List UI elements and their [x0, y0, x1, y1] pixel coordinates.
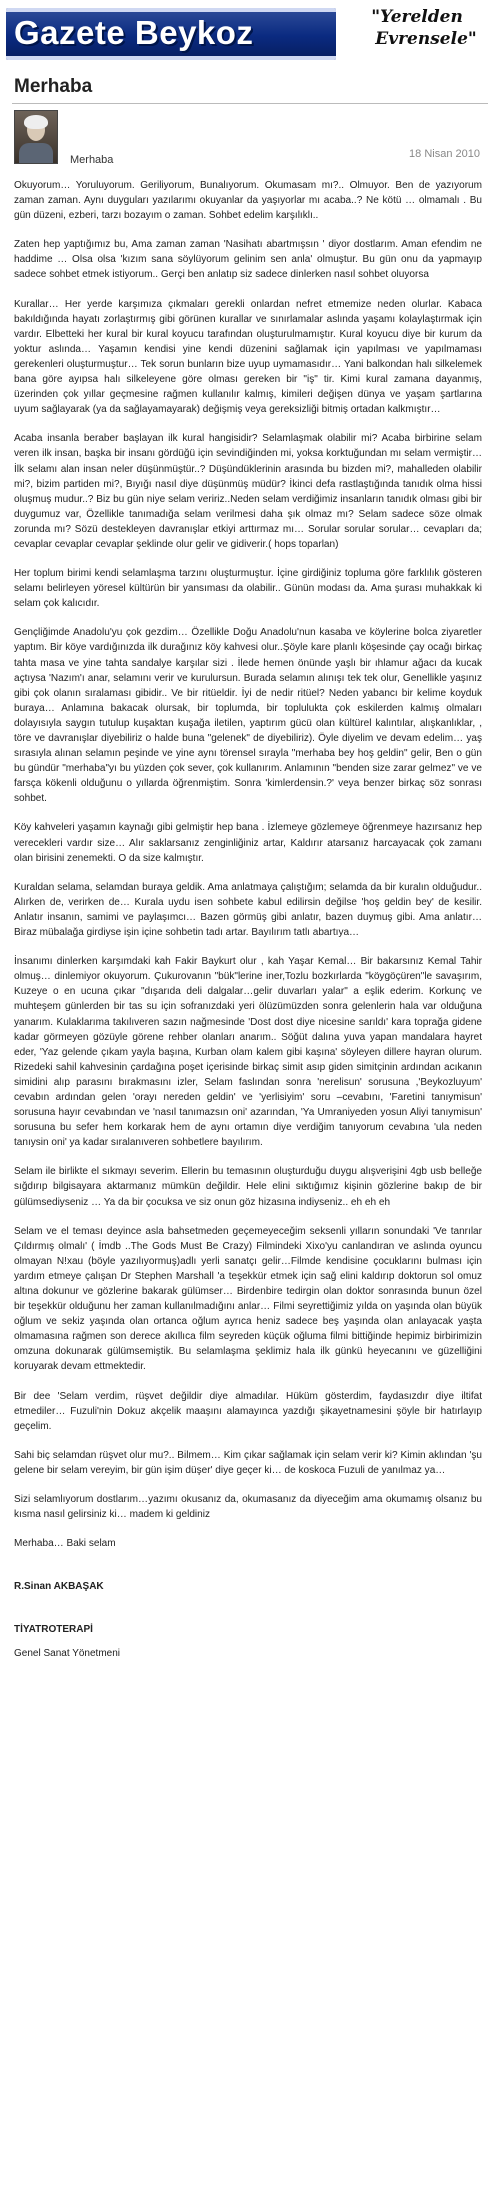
author-signature: R.Sinan AKBAŞAK: [14, 1581, 104, 1593]
paragraph-1: Okuyorum… Yoruluyorum. Geriliyorum, Bunalıyorum. Okumasam mı?.. Olmuyor. Ben de yazıyorum zaman zaman. Aynı duyguları yazılarımı okuyanlar da yaşıyorlar mı acaba..? Ne kötü … olmamalı . Bu gün düzeni, ezberi, tarzı bozayım o zaman. Sohbet edelim karşılıklı..: [14, 180, 482, 222]
paragraph-9: İnsanımı dinlerken karşımdaki kah Fakir Baykurt olur , kah Yaşar Kemal… Bir bakarsınız Kemal Tahir olmuş… dinlemiyor okuyorum. Çukurovanın "bük"lerine iner,Tozlu bozkırlarda "köygöçüren"le savaşırım, Kuzeye o en ucuna çıkar "dışarıda deli dalgalar…gelir duvarları yalar" a eşlik ederim. Korkunç ve muhteşem günlerden bir tas su için sofranızdaki yeri ölüzümüzden sonra gelenlerin hala var olduğuna yanarım. Kulaklarıma takılıveren sazın nağmesinde 'Dost dost diye nicesine sarıldı' kara toprağa gidene kadar görmeyen gözüyle görene rehber olanları anarım.. Söğüt dalına yuva yapan mandalara hayret eder, 'Yaz gelende çıkam yayla başına, Kurban olam kalem gibi kaşına' söyleyen dillere hayran olurum. Rizedeki sahil kahvesinin çardağına poşet içerisinde birkaç simit asıp giden simitçinin ardından acıkanın simidini alıp parasını bırakmasını izler, Selam faslından sonra 'nerelisun' sorusuna ,'Beykozluyum' cevabın ardından gelen 'orayı nereden geldin' ve 'yerlisiyim' soru –cevabını, 'Faretini tanıymisun' sorusuna hayır cevabından ve 'nasıl tanımazsın oni' azarından, 'Ya Umraniyeden yosun Aliyi tanıymisun' sorusuna bu sefer hem korkarak hem de aynı ortamın diye verdiğim tanıyorum cevabına 'ula neden tanıysin oni' ya kadar sıralanıveren sohbetlere bayılırım.: [14, 956, 482, 1149]
author-column-title: Merhaba: [70, 154, 114, 166]
paragraph-14: Sizi selamlıyorum dostlarım…yazımı okusanız da, okumasanız da diyeceğim ama okumamış olsanız bu kısma nasıl gelirsiniz ki… madem ki geldiniz: [14, 1494, 482, 1521]
masthead: [0, 0, 500, 70]
slogan: [342, 6, 492, 50]
author-row: [14, 110, 486, 168]
organization-name: TİYATROTERAPİ: [14, 1624, 93, 1636]
paragraph-2: Zaten hep yaptığımız bu, Ama zaman zaman 'Nasihatı abartmışsın ' diyor dostlarım. Aman efendim ne haddime … Olsa olsa 'kızım sana söylüyorum gelinim sen anla' olmuştur. Bu gün onu da yapmayıp sadece sohbet etmek istiyorum.. Gerçi ben anlatıp siz sadece dinlerken nasıl sohbet oluyorsa: [14, 239, 482, 281]
title-row: [12, 74, 488, 104]
paragraph-13: Sahi biç selamdan rüşvet olur mu?.. Bilmem… Kim çıkar sağlamak için selam verir ki? Kimin aklından 'şu gelene bir selam vereyim, bir gün işim düşer' diye geçer ki… de koskoca Fuzuli de yanılmaz ya…: [14, 1449, 482, 1476]
page-title: Merhaba: [14, 76, 93, 97]
author-role: Genel Sanat Yönetmeni: [14, 1647, 121, 1659]
paragraph-3: Kurallar… Her yerde karşımıza çıkmaları gerekli onlardan nefret etmemize neden olurlar. Kabaca bakıldığında hayatı zorlaştırmış gibi görünen kurallar ve sınırlamalar aslında yaşamı kolaylaştırmak için vardır. Elbetteki her kural bir kural koyucu tarafından oluşturulmamıştır. Kural koyucu diye bir kurum da yoktur aslında… Yaşamın kendisi yine kendi düzenini sağlamak için yapılması ve yapılmaması gerekenleri oluşturmuştur… Tek sorun bunların bize uyup uymamasıdır… Yani balkondan halı silkelemek bana göre ayıpsa halı silkeleyene göre olması gereken bir "iş" tir. Kimi kural zamana dayanmış, üzerinden çok yıllar geçmesine rağmen kullanılır kalmış, kimileri değişen dünya ve yaşam şartlarına uyum sağlayarak (ya da sağlayamayarak) değişmiş veya gereksizliği bitmiş ortadan kalkmıştır…: [14, 298, 482, 416]
slogan-line-2: Evrensele": [375, 29, 477, 49]
paragraph-12: Bir dee 'Selam verdim, rüşvet değildir diye almadılar. Hüküm gösterdim, faydasızdır diye iltifat etmediler… Fuzuli'nin Dokuz akçelik maaşını alamayınca yazdığı şikayetnamesini şöyle bir hatırlayıp geçelim.: [14, 1390, 482, 1432]
publish-date: 18 Nisan 2010: [409, 148, 480, 160]
slogan-line-1: "Yerelden: [371, 7, 463, 27]
article-body: [14, 178, 482, 1675]
paragraph-8: Kuraldan selama, selamdan buraya geldik. Ama anlatmaya çalıştığım; selamda da bir kuralın olduğudur.. Alırken de, verirken de… Kurala uydu isen sohbete kabul edilirsin değilse 'hoş geldin bey' de kesilir. Anlatır insanın, samimi ve paylaşımcı… Bazen görmüş gibi anlatır, bazen duymuş gibi. Ama anlatır… Biraz mübalağa girdiyse işin içine sohbetin tadı artar. Bayılırım tatlı abartıya…: [14, 881, 482, 939]
paragraph-10: Selam ile birlikte el sıkmayı severim. Ellerin bu temasının oluşturduğu duygu alışverişini 4gb usb belleğe sığdırıp bilgisayara aktarmanız mümkün değildir. Hele elini sıktığımız kişinin gözlerine bakıp de bir gülümsediyseniz … Ya da bir çocuksa ve siz onun göz hizasına indiyseniz.. eh eh eh: [14, 1166, 482, 1208]
paragraph-4: Acaba insanla beraber başlayan ilk kural hangisidir? Selamlaşmak olabilir mi? Acaba birbirine selam veren ilk insan, başka bir insanı gördüğü için sevindiğinden mi, yoksa korktuğundan mı selam vermiştir… İlk selamı alan insan neler düşünmüştür..? Düşündüklerinin arasında bu bizden mi?, mahalleden olabilir mi?, bizim partiden mi?, Bıyığı nasıl diye düşünmüş müdür? İkinci defa rastlaştığında tanıdık olma hissi oluşmuş mudur..? Biz bu gün niye selam veririz..Neden selam verdiğimiz insanların tanıdık olması gibi bir duygumuz var, Özellikle tanımadığa selam verilmesi daha şık olmaz mı? Selam sadece söze olmak zorunda mı? Sözü destekleyen davranışlar etkiyi arttırmaz mı… Sorular sorular sorular… cevapları da; cevaplar cevaplar cevaplar şeklinde olur gelir ve gidiverir.( hops toparlan): [14, 433, 482, 550]
paragraph-5: Her toplum birimi kendi selamlaşma tarzını oluşturmuştur. İçine girdiğiniz topluma göre farklılık gösteren selamı belirleyen yöresel kültürün bir yansıması da olabilir.. Günün modası da. Ama şurası muhakkak ki selam çok kalıcıdır.: [14, 568, 482, 610]
logo-banner[interactable]: [6, 8, 336, 60]
author-avatar: [14, 110, 58, 164]
site-logo-title: Gazete Beykoz: [14, 14, 254, 51]
paragraph-6: Gençliğimde Anadolu'yu çok gezdim… Özellikle Doğu Anadolu'nun kasaba ve köylerine bolca ziyaretler yaptım. Bir köye vardığınızda ilk durağınız köy kahvesi olur..Şöyle kare planlı köşesinde çay ocağı birkaç tahta masa ve yine tahta sandalye karşılar sizi . İlede hemen önünde yaşlı bir ıhlamur ağacı da kucak açtıysa 'Nazım'ı anar, selamını verir ve kurulursun. Burada selamın alınışı tek tek olur, Genellikle yaşınız gibi çok olanın sıralaması gibidir.. Ve bir ritüeldir. İyi de nedir ritüel? Neden yabancı bir kelime koyduk buraya… Anlamına bakacak olursak, bir toplumda, bir topluluktа çok eskilerden kalmış olmaları dolayısıyla saygın tutulup kuşaktan kuşağa iletilen, yaptırım gücü olan kültürel kalıntılar, alışkanlıklar, , töre ve davranışlar diyebiliriz o halde buna "gelenek" de diyebiliriz). Öyle diyelim ve devam edelim… yaş sırasıyla alınan selamın peşinde ve yine aynı törensel sırayla "merhaba bey hoş geldin" gelir, Ben o gün bu gündür "merhaba"yı bu yüzden çok sever, çok kullanırım. Anlamının "benden size zarar gelmez" ve ve farsça kökenli olduğunu o yıllarda öğrenmiştim. Sonra 'kimlerdensin.?' veya benzer birkaç söz sonrası sohbet.: [14, 627, 482, 805]
paragraph-7: Köy kahveleri yaşamın kaynağı gibi gelmiştir hep bana . İzlemeye gözlemeye öğrenmeye hazırsanız hep verecekleri vardır size… Alır saklarsanız zenginliğiniz artar, Kaldırır atarsanız harcayacak çok zamanı olan birisini zenemekti. O da size kalmıştır.: [14, 822, 482, 864]
closing-greeting: Merhaba… Baki selam: [14, 1538, 116, 1550]
paragraph-11: Selam ve el teması deyince asla bahsetmeden geçemeyeceğim seksenli yılların sonundaki 'Ve tanrılar Çıldırmış olmalı' ( İmdb ..The Gods Must Be Crazy) Filmindeki Xixo'yu canlandıran ve aslında oyuncu olmayan N!xau (böyle yazılıyormuş)adlı yerli sanatçı gelir…Filmde kendisine çocuklarını bulması için yardım etmeye çalışan Dr Stephen Marshall 'a teşekkür etmek için sağ elini kaldırıp doktorun sol omuz altına dokunur ve gözlerine bakarak gülümser… Birdenbire tedirgin olan doktor sonrasında bunun özel bir teşekkür olduğunu her zaman kullanılmadığını anlar… Filmi seyrettiğimiz yılda on yaşında olan büyük oğlum ve sekiz yaşında olan ortanca oğlum ayrıca heniz sadece beş yaşında olan anlayacak yaşta olmamasına rağmen son derece akıllıca film seyreden küçük oğluma filmi bittiğinde hepimiz birbirimizin omzuna dokunarak gülümsemiştik. Bu selamlaşma şeklimiz hala ilk günkü heyecanını ve güzelliğini koruyarak devam ettmektedir.: [14, 1225, 482, 1373]
